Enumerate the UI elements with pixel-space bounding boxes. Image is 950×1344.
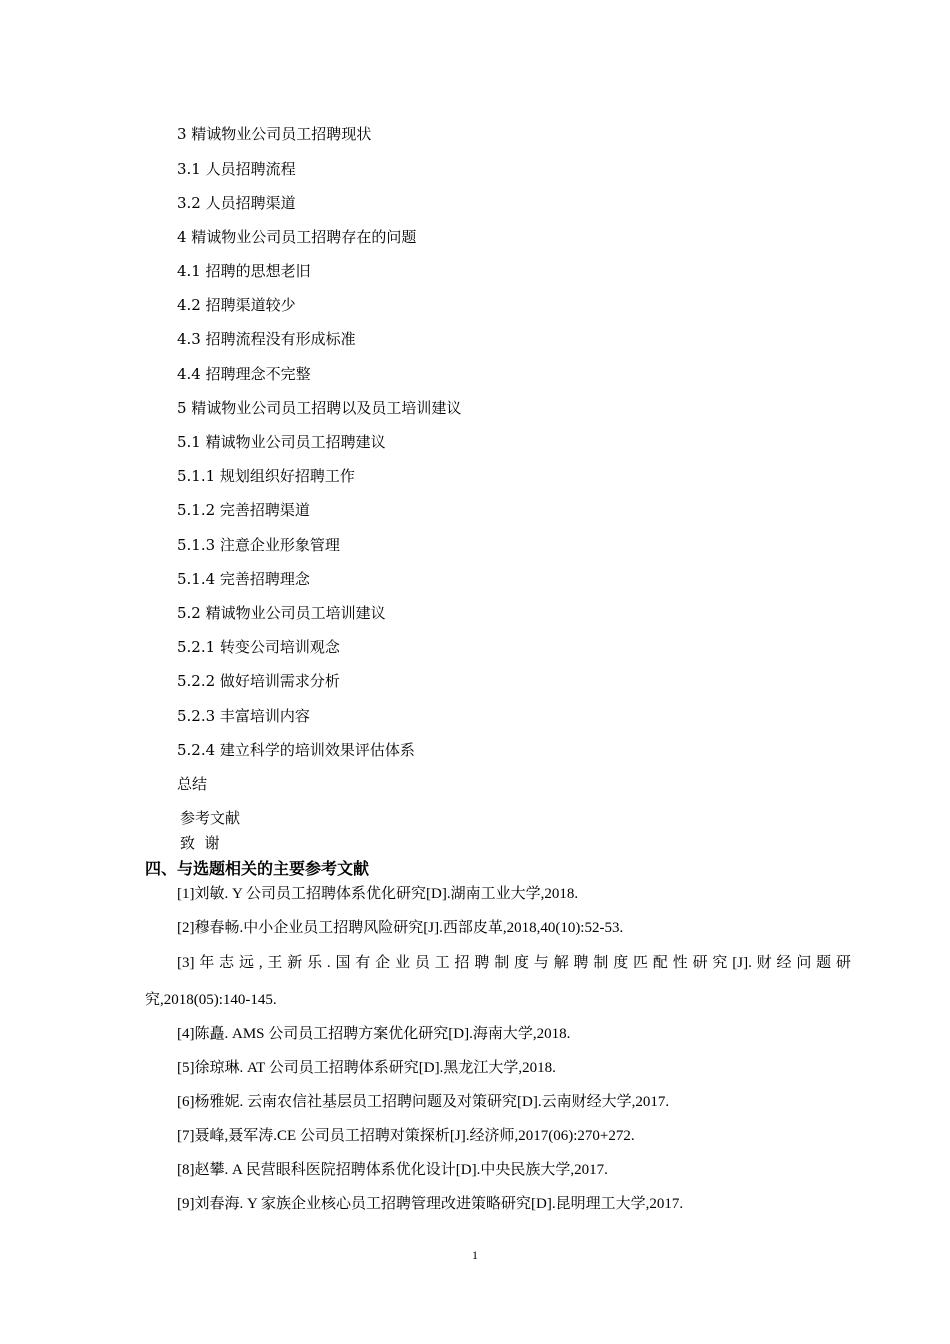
toc-item: 4 精诚物业公司员工招聘存在的问题	[177, 228, 417, 246]
toc-item: 5.1.3 注意企业形象管理	[177, 536, 340, 554]
toc-item: 3.2 人员招聘渠道	[177, 194, 296, 212]
reference-item: [8]赵攀. A 民营眼科医院招聘体系优化设计[D].中央民族大学,2017.	[177, 1162, 608, 1178]
toc-item: 5.2.1 转变公司培训观念	[177, 638, 340, 656]
toc-item: 5 精诚物业公司员工招聘以及员工培训建议	[177, 399, 462, 417]
reference-item: [5]徐琼琳. AT 公司员工招聘体系研究[D].黑龙江大学,2018.	[177, 1060, 556, 1076]
toc-item: 5.2.4 建立科学的培训效果评估体系	[177, 741, 415, 759]
reference-item-continuation: 究,2018(05):140-145.	[145, 992, 277, 1008]
toc-item: 3.1 人员招聘流程	[177, 160, 296, 178]
toc-item: 4.3 招聘流程没有形成标准	[177, 330, 356, 348]
toc-item: 5.2 精诚物业公司员工培训建议	[177, 604, 386, 622]
toc-item: 5.1.2 完善招聘渠道	[177, 501, 310, 519]
reference-item: [4]陈矗. AMS 公司员工招聘方案优化研究[D].海南大学,2018.	[177, 1026, 571, 1042]
reference-item: [2]穆春畅.中小企业员工招聘风险研究[J].西部皮革,2018,40(10):52-53.	[177, 920, 624, 936]
toc-item: 5.2.3 丰富培训内容	[177, 707, 310, 725]
references-heading: 四、与选题相关的主要参考文献	[145, 859, 370, 878]
reference-item: [3]年志远,王新乐.国有企业员工招聘制度与解聘制度匹配性研究[J].财经问题研	[177, 955, 851, 971]
toc-item: 5.2.2 做好培训需求分析	[177, 672, 340, 690]
reference-item: [7]聂峰,聂军涛.CE 公司员工招聘对策探析[J].经济师,2017(06):270+272.	[177, 1128, 635, 1144]
reference-item: [6]杨雅妮. 云南农信社基层员工招聘问题及对策研究[D].云南财经大学,2017.	[177, 1094, 670, 1110]
toc-item: 5.1 精诚物业公司员工招聘建议	[177, 433, 386, 451]
toc-item: 总结	[177, 775, 208, 793]
toc-item: 参考文献	[180, 809, 241, 827]
toc-item: 致 谢	[180, 834, 220, 852]
reference-item: [1]刘敏. Y 公司员工招聘体系优化研究[D].湖南工业大学,2018.	[177, 886, 579, 902]
toc-item: 4.1 招聘的思想老旧	[177, 262, 311, 280]
page-number: 1	[472, 1248, 478, 1262]
reference-item: [9]刘春海. Y 家族企业核心员工招聘管理改进策略研究[D].昆明理工大学,2017.	[177, 1196, 684, 1212]
toc-item: 4.4 招聘理念不完整	[177, 365, 311, 383]
toc-item: 4.2 招聘渠道较少	[177, 296, 296, 314]
toc-item: 3 精诚物业公司员工招聘现状	[177, 125, 372, 143]
toc-item: 5.1.4 完善招聘理念	[177, 570, 310, 588]
toc-item: 5.1.1 规划组织好招聘工作	[177, 467, 355, 485]
